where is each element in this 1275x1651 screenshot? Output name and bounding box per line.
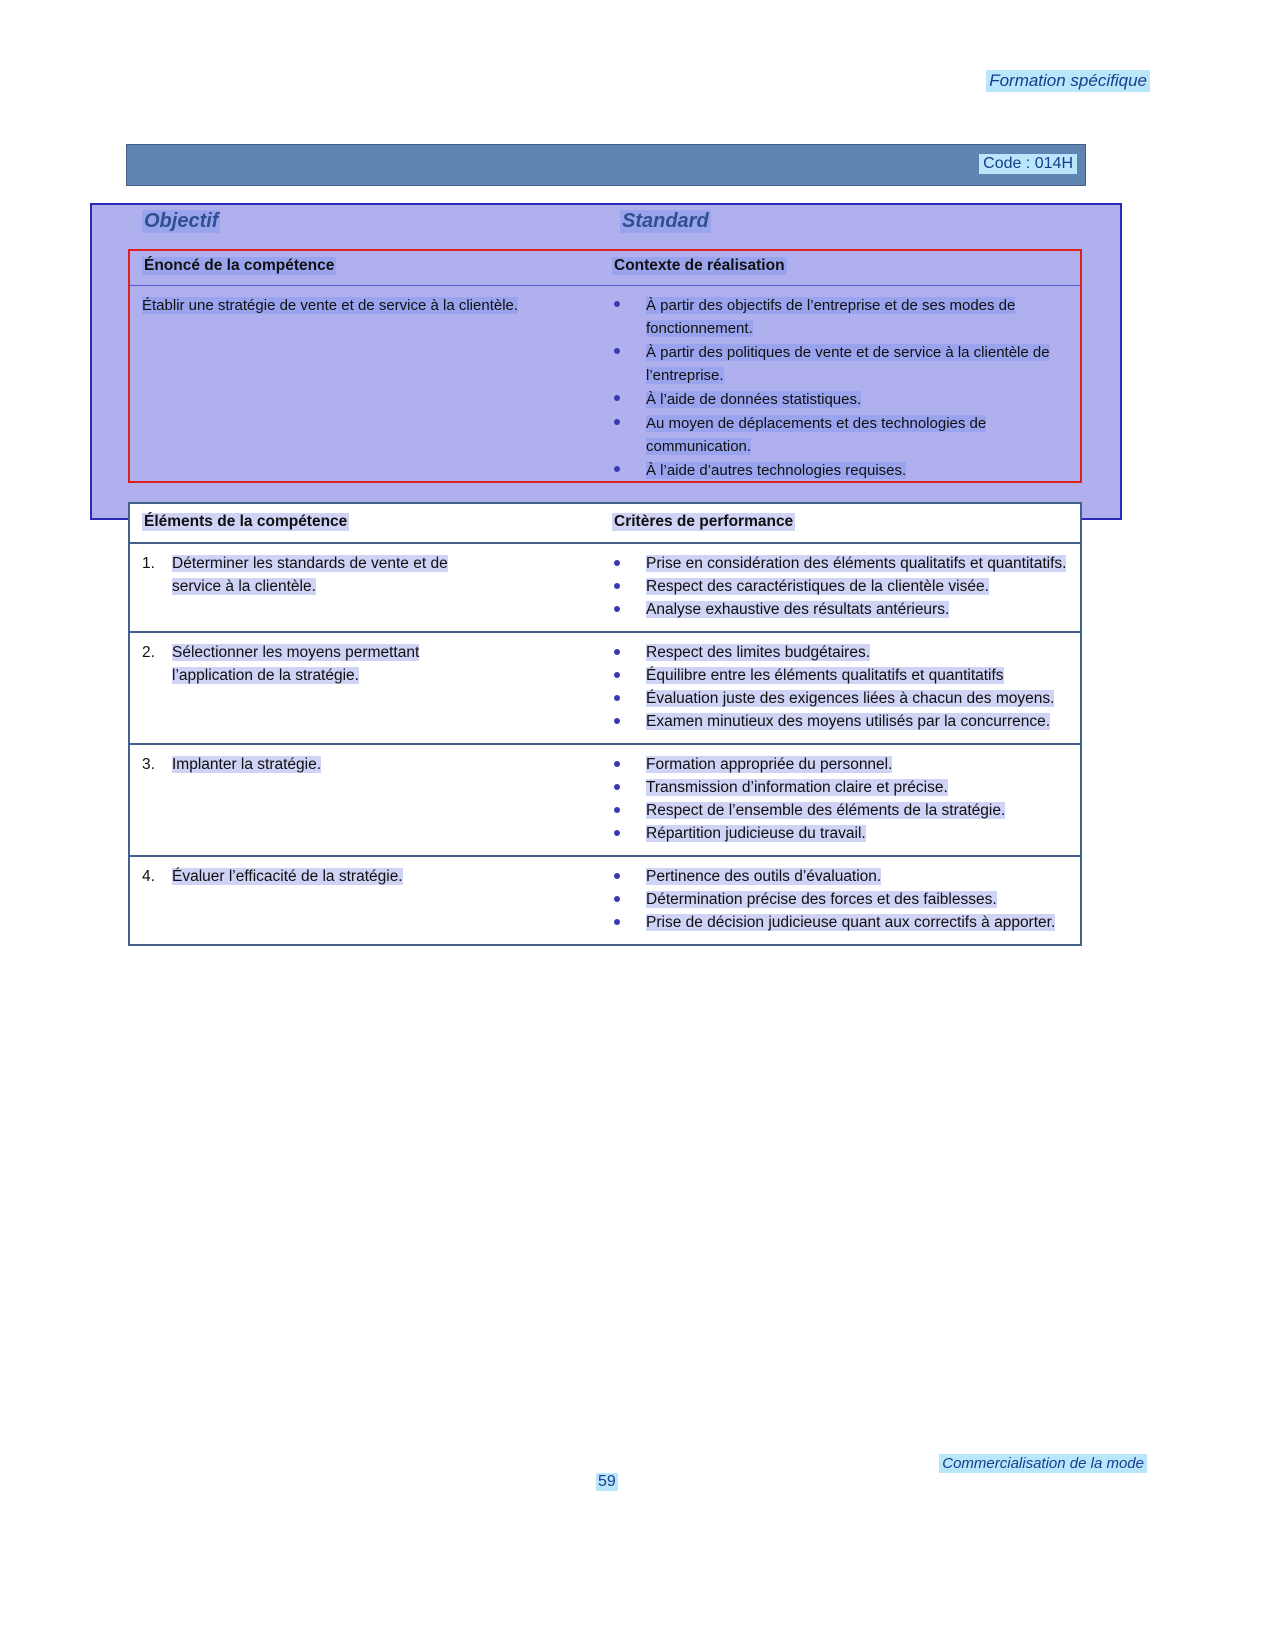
element-cell [142,641,582,687]
list-item [608,865,1078,888]
bullet-icon [614,419,620,425]
contexte-item-text: À l’aide d’autres technologies requises. [646,462,907,479]
bullet-icon [614,560,620,566]
element-text-continued: service à la clientèle. [172,578,316,595]
table-row [130,745,1080,857]
criterion-text: Évaluation juste des exigences liées à chacun des moyens. [646,690,1055,707]
competency-code: Code : 014H [979,154,1077,174]
element-text: Implanter la stratégie. [172,756,322,773]
code-bar [126,144,1086,186]
element-text: Évaluer l’efficacité de la stratégie. [172,868,403,885]
list-item [608,753,1078,776]
bullet-icon [614,395,620,401]
list-item [608,888,1078,911]
contexte-list [608,294,1063,483]
enonce-text-value: Établir une stratégie de vente et de service à la clientèle. [142,297,519,314]
contexte-item-text: À l’aide de données statistiques. [646,391,862,408]
enonce-text [142,294,562,317]
contexte-item-text: À partir des objectifs de l’entreprise et de ses modes de fonctionnement. [646,297,1016,337]
list-item [608,459,1063,482]
criteres-header: Critères de performance [614,513,794,530]
list-item [608,799,1078,822]
list-item [608,664,1078,687]
criterion-text: Respect des limites budgétaires. [646,644,871,661]
criterion-text: Examen minutieux des moyens utilisés par la concurrence. [646,713,1051,730]
header-program-label: Formation spécifique [986,70,1150,92]
bullet-icon [614,784,620,790]
enonce-contexte-table [128,249,1082,483]
element-text: Déterminer les standards de vente et de [172,555,448,572]
bullet-icon [614,807,620,813]
list-item [608,552,1078,575]
bullet-icon [614,649,620,655]
bullet-icon [614,919,620,925]
criterion-text: Formation appropriée du personnel. [646,756,893,773]
bullet-icon [614,695,620,701]
list-item [608,822,1078,845]
element-number: 3. [142,756,155,773]
bullet-icon [614,606,620,612]
list-item [608,388,1063,411]
element-number: 1. [142,555,155,572]
table-row [130,633,1080,745]
criterion-text: Répartition judicieuse du travail. [646,825,866,842]
element-text-line2 [142,664,582,687]
list-item [608,598,1078,621]
elements-criteres-header-row [130,504,1080,544]
bullet-icon [614,718,620,724]
criterion-text: Prise en considération des éléments qualitatifs et quantitatifs. [646,555,1067,572]
element-number: 4. [142,868,155,885]
element-number: 2. [142,644,155,661]
element-text-line2 [142,575,582,598]
bullet-icon [614,830,620,836]
criteria-list [608,753,1078,845]
element-cell [142,552,582,598]
list-item [608,294,1063,340]
contexte-item-text: Au moyen de déplacements et des technologies de communication. [646,415,987,455]
contexte-item-text: À partir des politiques de vente et de service à la clientèle de l’entreprise. [646,344,1050,384]
criterion-text: Détermination précise des forces et des faiblesses. [646,891,997,908]
list-item [608,710,1078,733]
criteria-list [608,865,1078,934]
standard-column-label: Standard [622,210,709,232]
element-text-continued: l’application de la stratégie. [172,667,359,684]
footer-program-label: Commercialisation de la mode [939,1454,1147,1473]
enonce-contexte-body [130,286,1080,482]
elements-header: Éléments de la compétence [144,513,348,530]
element-text: Sélectionner les moyens permettant [172,644,420,661]
enonce-header: Énoncé de la compétence [144,257,335,274]
bullet-icon [614,301,620,307]
objectif-column-label: Objectif [144,210,219,232]
contexte-header: Contexte de réalisation [614,257,785,274]
criterion-text: Analyse exhaustive des résultats antérieurs. [646,601,950,618]
list-item [608,641,1078,664]
element-cell [142,865,582,888]
list-item [608,776,1078,799]
list-item [608,412,1063,458]
criteria-list [608,641,1078,733]
bullet-icon [614,896,620,902]
criterion-text: Respect de l’ensemble des éléments de la stratégie. [646,802,1006,819]
list-item [608,575,1078,598]
list-item [608,341,1063,387]
bullet-icon [614,466,620,472]
page-number: 59 [598,1473,616,1490]
table-row [130,544,1080,633]
element-cell [142,753,582,776]
criterion-text: Prise de décision judicieuse quant aux correctifs à apporter. [646,914,1056,931]
bullet-icon [614,672,620,678]
bullet-icon [614,583,620,589]
criterion-text: Pertinence des outils d’évaluation. [646,868,882,885]
bullet-icon [614,761,620,767]
enonce-contexte-header-row [130,251,1080,286]
criterion-text: Transmission d’information claire et précise. [646,779,948,796]
elements-criteres-table [128,502,1082,946]
bullet-icon [614,873,620,879]
list-item [608,911,1078,934]
table-row [130,857,1080,944]
list-item [608,687,1078,710]
criteria-list [608,552,1078,621]
criterion-text: Équilibre entre les éléments qualitatifs et quantitatifs [646,667,1004,684]
criterion-text: Respect des caractéristiques de la clientèle visée. [646,578,989,595]
bullet-icon [614,348,620,354]
